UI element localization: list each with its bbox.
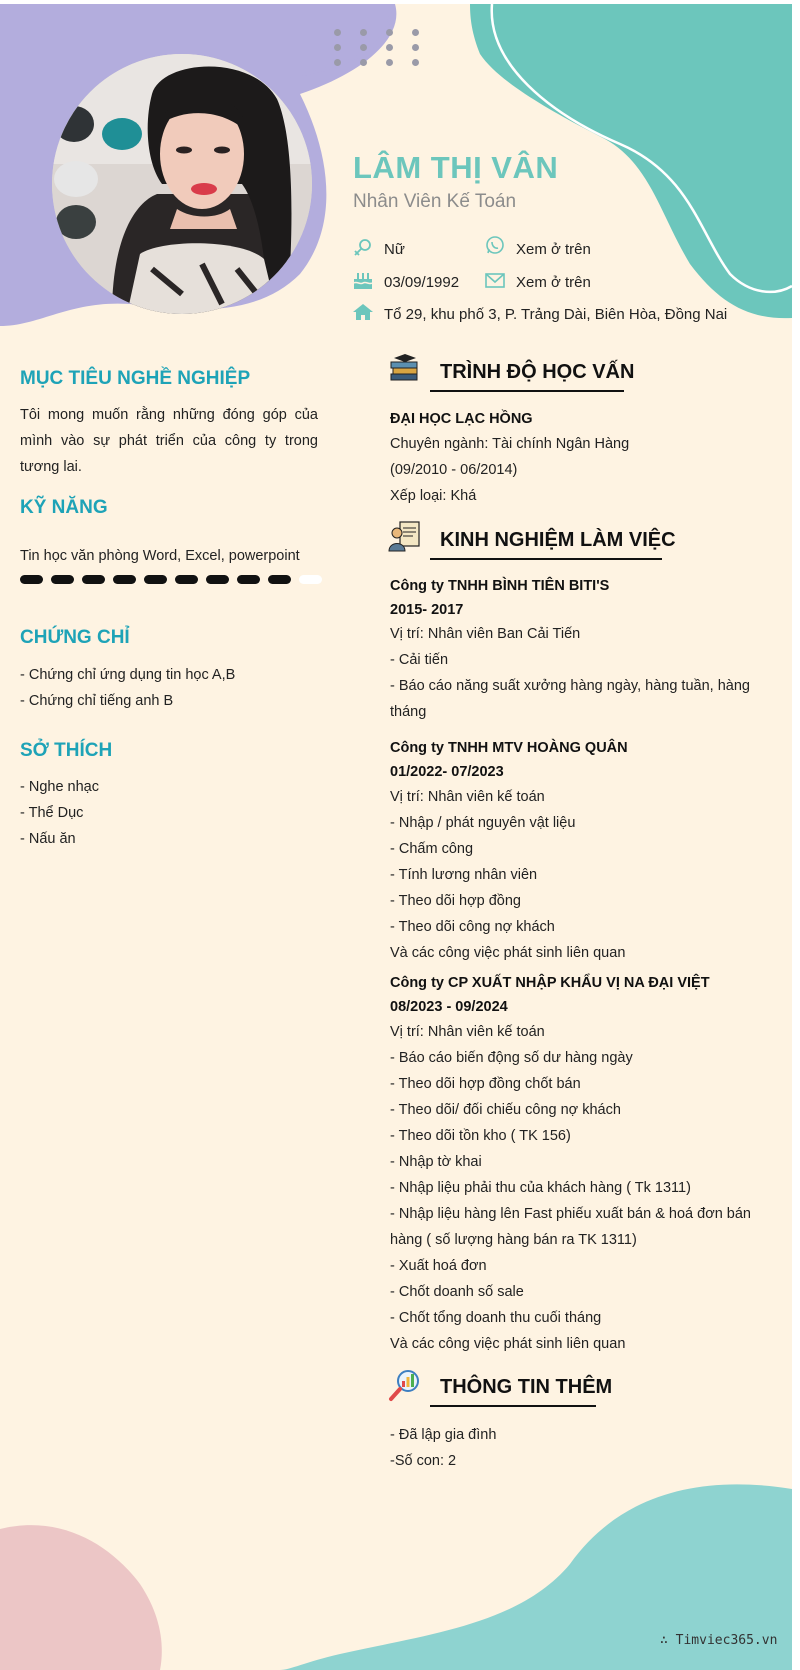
magnifier-chart-icon (388, 1368, 422, 1402)
candidate-title: Nhân Viên Kế Toán (353, 191, 517, 212)
objective-text: Tôi mong muốn rằng những đóng góp của mình vào sự phát triển của công ty trong tương lai. (20, 407, 318, 475)
job-duty: - Nhập tờ khai (390, 1154, 482, 1170)
job-duty: hàng ( số lượng hàng bán ra TK 1311) (390, 1232, 637, 1248)
certificate-worker-icon (388, 519, 422, 553)
job-duty: - Theo dõi/ đối chiếu công nợ khách (390, 1102, 621, 1118)
job-duty: - Theo dõi hợp đồng (390, 893, 521, 909)
birthday-value: 03/09/1992 (384, 274, 460, 291)
objective-heading: MỤC TIÊU NGHỀ NGHIỆP (20, 368, 251, 389)
education-grade: Xếp loại: Khá (390, 488, 477, 504)
watermark-text: ∴ Timviec365.vn (660, 1633, 778, 1648)
experience-underline (430, 558, 662, 560)
job-company: Công ty TNHH BÌNH TIÊN BITI'S (390, 578, 610, 594)
job-duty: - Cải tiến (390, 652, 449, 668)
job-duty: tháng (390, 704, 427, 720)
job-duty: - Nhập liệu hàng lên Fast phiếu xuất bán & hoá đơn bán (390, 1206, 751, 1222)
email-icon (484, 270, 506, 290)
education-underline (430, 390, 624, 392)
education-major: Chuyên ngành: Tài chính Ngân Hàng (390, 436, 630, 452)
certificate-item: - Chứng chỉ ứng dụng tin học A,B (20, 667, 236, 683)
phone-value: Xem ở trên (516, 241, 591, 258)
job-duty: - Tính lương nhân viên (390, 867, 538, 883)
birthday-cake-icon (352, 270, 374, 290)
address-value: Tổ 29, khu phố 3, P. Trảng Dài, Biên Hòa, Đồng Nai (384, 306, 728, 323)
skills-heading: KỸ NĂNG (20, 497, 108, 518)
job-position: Vị trí: Nhân viên kế toán (390, 1024, 545, 1040)
extra-info-item: - Đã lập gia đình (390, 1427, 497, 1443)
experience-heading: KINH NGHIỆM LÀM VIỆC (440, 529, 676, 551)
job-duty: - Theo dõi công nợ khách (390, 919, 555, 935)
job-duty: - Theo dõi hợp đồng chốt bán (390, 1076, 581, 1092)
extra-info-underline (430, 1405, 596, 1407)
job-period: 08/2023 - 09/2024 (390, 999, 508, 1015)
home-icon (352, 302, 374, 322)
job-duty: - Chốt tổng doanh thu cuối tháng (390, 1310, 602, 1326)
hobbies-heading: SỞ THÍCH (20, 740, 113, 761)
gender-value: Nữ (384, 241, 405, 258)
extra-info-heading: THÔNG TIN THÊM (440, 1376, 613, 1398)
job-duty: - Nhập / phát nguyên vật liệu (390, 815, 576, 831)
school-name: ĐẠI HỌC LẠC HỒNG (390, 411, 533, 427)
job-duty: Và các công việc phát sinh liên quan (390, 945, 626, 961)
hobby-item: - Thể Dục (20, 805, 84, 821)
job-company: Công ty TNHH MTV HOÀNG QUÂN (390, 740, 628, 756)
job-duty: - Chốt doanh số sale (390, 1284, 524, 1300)
job-position: Vị trí: Nhân viên Ban Cải Tiến (390, 626, 581, 642)
extra-info-item: -Số con: 2 (390, 1453, 457, 1469)
profile-photo (52, 54, 312, 314)
job-position: Vị trí: Nhân viên kế toán (390, 789, 545, 805)
hobby-item: - Nghe nhạc (20, 779, 99, 795)
certificate-item: - Chứng chỉ tiếng anh B (20, 693, 174, 709)
skill-label: Tin học văn phòng Word, Excel, powerpoint (20, 548, 300, 564)
job-company: Công ty CP XUẤT NHẬP KHẨU VỊ NA ĐẠI VIỆT (390, 975, 710, 991)
phone-icon (484, 236, 506, 256)
job-duty: - Theo dõi tồn kho ( TK 156) (390, 1128, 571, 1144)
job-duty: - Nhập liệu phải thu của khách hàng ( Tk 1311) (390, 1180, 691, 1196)
job-period: 2015- 2017 (390, 602, 464, 618)
hobby-item: - Nấu ăn (20, 831, 76, 847)
job-duty: - Chấm công (390, 841, 474, 857)
books-graduation-icon (388, 352, 422, 386)
cv-paper (0, 4, 792, 1670)
job-duty: - Báo cáo năng suất xưởng hàng ngày, hàng tuần, hàng (390, 678, 750, 694)
job-period: 01/2022- 07/2023 (390, 764, 504, 780)
job-duty: - Báo cáo biến động số dư hàng ngày (390, 1050, 633, 1066)
education-heading: TRÌNH ĐỘ HỌC VẤN (440, 361, 635, 383)
candidate-name: LÂM THỊ VÂN (353, 150, 559, 185)
job-duty: - Xuất hoá đơn (390, 1258, 487, 1274)
education-period: (09/2010 - 06/2014) (390, 462, 518, 478)
certificates-heading: CHỨNG CHỈ (20, 627, 130, 648)
job-duty: Và các công việc phát sinh liên quan (390, 1336, 626, 1352)
email-value: Xem ở trên (516, 274, 591, 291)
gender-icon (352, 238, 374, 258)
